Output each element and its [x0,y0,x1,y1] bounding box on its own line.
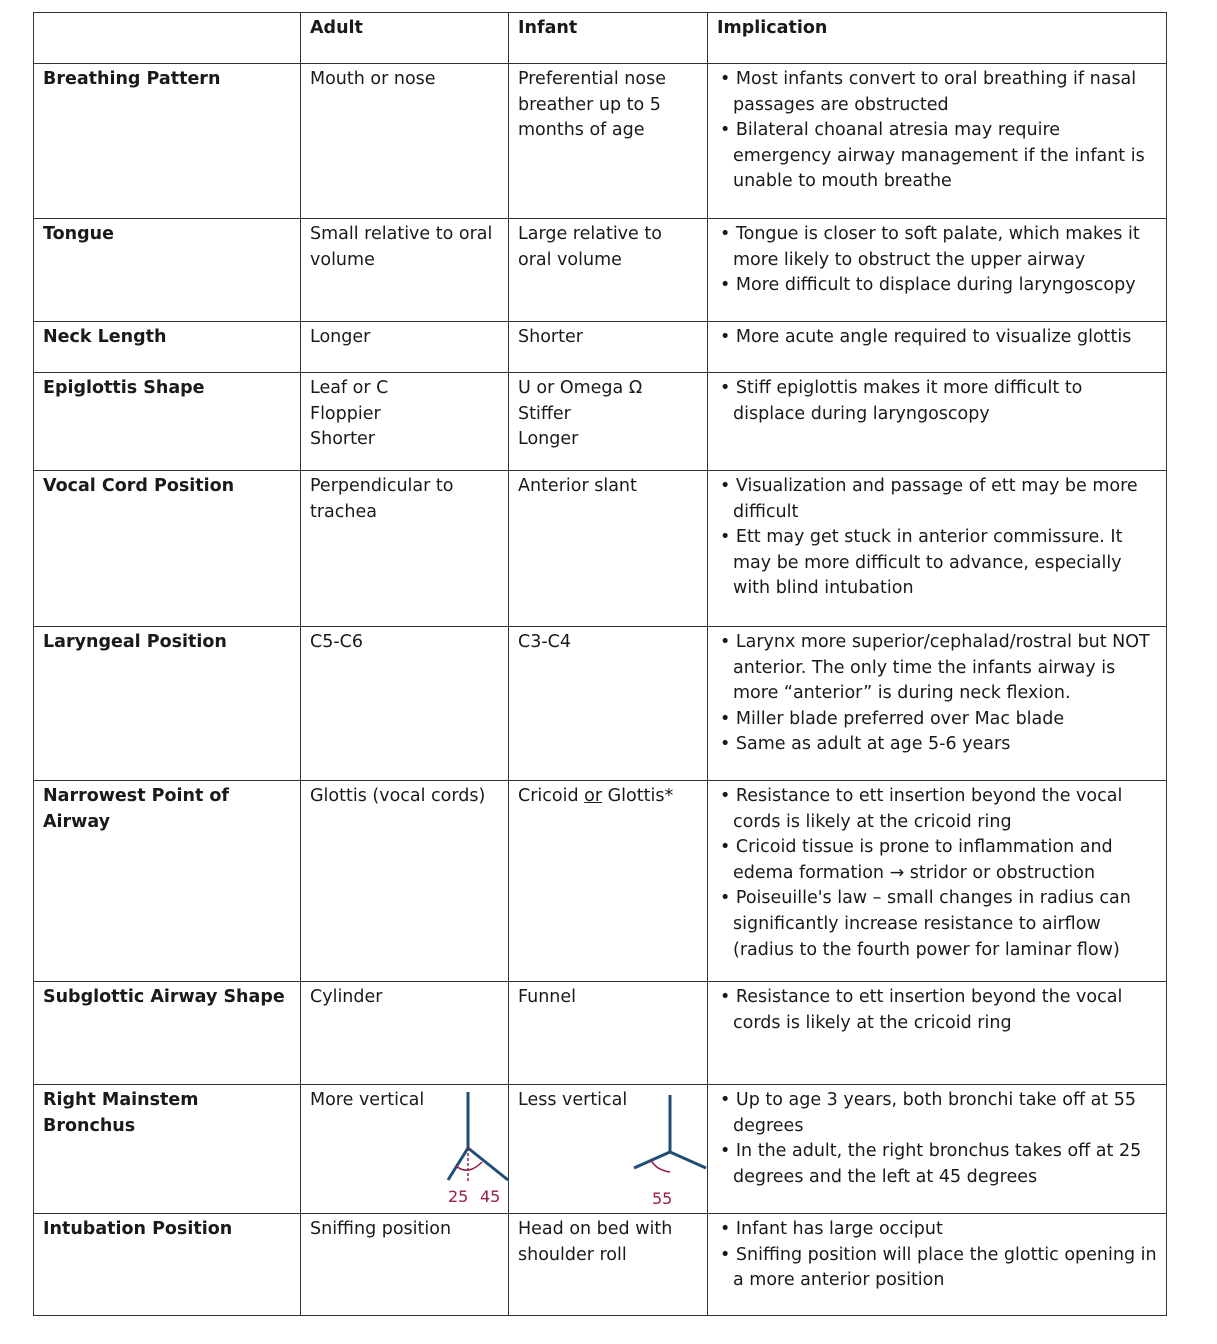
implication-cell [708,627,1167,781]
header-infant: Infant [509,13,708,64]
table-row [34,322,1167,373]
adult-value: Longer [310,327,371,347]
bronchus-branch-icon [428,1092,538,1207]
row-label: Laryngeal Position [34,627,301,781]
implication-cell [708,1085,1167,1214]
infant-value: U or Omega Ω [518,378,643,398]
implication-item: • Larynx more superior/cephalad/rostral but NOT anterior. The only time the infants airway is more “anterior” is during neck flexion. [717,630,1157,707]
infant-cell [509,219,708,322]
infant-cell [509,1214,708,1316]
row-label: Vocal Cord Position [34,471,301,627]
adult-cell [301,1085,509,1214]
adult-value: C5-C6 [310,632,364,652]
implication-item: • Stiff epiglottis makes it more difficult to displace during laryngoscopy [717,376,1157,427]
header-blank [34,13,301,64]
table-row [34,64,1167,219]
implication-item: • Sniffing position will place the glottic opening in a more anterior position [717,1243,1157,1294]
row-label: Narrowest Point of Airway [34,781,301,982]
implication-item: • Most infants convert to oral breathing if nasal passages are obstructed [717,67,1157,118]
header-row [34,13,1167,64]
infant-value: Less vertical [518,1090,628,1110]
row-label: Neck Length [34,322,301,373]
angle-label-55: 55 [652,1188,673,1207]
adult-cell [301,781,509,982]
table-row [34,1214,1167,1316]
implication-cell [708,982,1167,1085]
table-row [34,219,1167,322]
row-label: Breathing Pattern [34,64,301,219]
implication-item: • Ett may get stuck in anterior commissure. It may be more difficult to advance, especially with blind intubation [717,525,1157,602]
implication-cell [708,322,1167,373]
adult-cell [301,1214,509,1316]
row-label: Subglottic Airway Shape [34,982,301,1085]
implication-item: • Tongue is closer to soft palate, which makes it more likely to obstruct the upper airway [717,222,1157,273]
implication-item: • Poiseuille's law – small changes in radius can significantly increase resistance to airflow (radius to the fourth power for laminar flow) [717,886,1157,963]
adult-cell [301,471,509,627]
adult-value: Perpendicular to trachea [310,476,454,522]
header-implication: Implication [708,13,1167,64]
implication-item: • Infant has large occiput [717,1217,1157,1243]
infant-cell [509,373,708,471]
infant-text: Glottis* [602,786,674,806]
adult-value: Sniffing position [310,1219,452,1239]
infant-value: Stiffer [518,403,571,424]
row-label: Intubation Position [34,1214,301,1316]
adult-value: Leaf or C [310,378,389,398]
adult-cell [301,627,509,781]
infant-value: Head on bed with shoulder roll [518,1219,673,1265]
airway-comparison-table [33,12,1167,1316]
infant-value: C3-C4 [518,632,572,652]
table-row [34,471,1167,627]
adult-cell [301,982,509,1085]
angle-label-45: 45 [480,1186,501,1206]
implication-item: • Miller blade preferred over Mac blade [717,707,1157,733]
table-row [34,781,1167,982]
adult-cell [301,219,509,322]
implication-item: • More acute angle required to visualize glottis [717,325,1157,351]
infant-cell [509,627,708,781]
adult-value: Shorter [310,429,375,450]
implication-item: • Up to age 3 years, both bronchi take off at 55 degrees [717,1088,1157,1139]
implication-cell [708,219,1167,322]
infant-value: Preferential nose breather up to 5 months of age [518,69,666,141]
table-row [34,982,1167,1085]
bronchus-branch-icon [624,1092,734,1207]
infant-cell [509,322,708,373]
infant-cell [509,982,708,1085]
infant-cell [509,781,708,982]
row-label: Tongue [34,219,301,322]
adult-value: More vertical [310,1090,425,1110]
implication-cell [708,471,1167,627]
adult-cell [301,64,509,219]
adult-value: Cylinder [310,987,383,1007]
infant-value: Funnel [518,987,577,1007]
adult-value: Floppier [310,403,381,424]
implication-cell [708,64,1167,219]
implication-item: • Visualization and passage of ett may be more difficult [717,474,1157,525]
table-row [34,627,1167,781]
implication-item: • In the adult, the right bronchus takes off at 25 degrees and the left at 45 degrees [717,1139,1157,1190]
adult-value: Glottis (vocal cords) [310,786,486,806]
implication-cell [708,373,1167,471]
angle-label-25: 25 [448,1186,469,1206]
infant-value [518,784,698,810]
implication-cell [708,781,1167,982]
implication-item: • Bilateral choanal atresia may require emergency airway management if the infant is unable to mouth breathe [717,118,1157,195]
infant-text-underlined: or [584,786,603,806]
infant-cell [509,1085,708,1214]
infant-value: Shorter [518,327,583,347]
row-label: Epiglottis Shape [34,373,301,471]
table-row [34,373,1167,471]
implication-item: • Resistance to ett insertion beyond the vocal cords is likely at the cricoid ring [717,784,1157,835]
header-adult: Adult [301,13,509,64]
adult-value: Small relative to oral volume [310,224,493,270]
adult-cell [301,322,509,373]
adult-value: Mouth or nose [310,69,436,89]
implication-cell [708,1214,1167,1316]
implication-item: • Same as adult at age 5-6 years [717,732,1157,758]
adult-cell [301,373,509,471]
infant-cell [509,471,708,627]
infant-cell [509,64,708,219]
infant-value: Large relative to oral volume [518,224,662,270]
table-row [34,1085,1167,1214]
implication-item: • More difficult to displace during laryngoscopy [717,273,1157,299]
infant-text: Cricoid [518,786,585,806]
implication-item: • Resistance to ett insertion beyond the vocal cords is likely at the cricoid ring [717,985,1157,1036]
implication-item: • Cricoid tissue is prone to inflammation and edema formation → stridor or obstruction [717,835,1157,886]
infant-value: Longer [518,429,579,450]
row-label: Right Mainstem Bronchus [34,1085,301,1214]
infant-value: Anterior slant [518,476,637,496]
